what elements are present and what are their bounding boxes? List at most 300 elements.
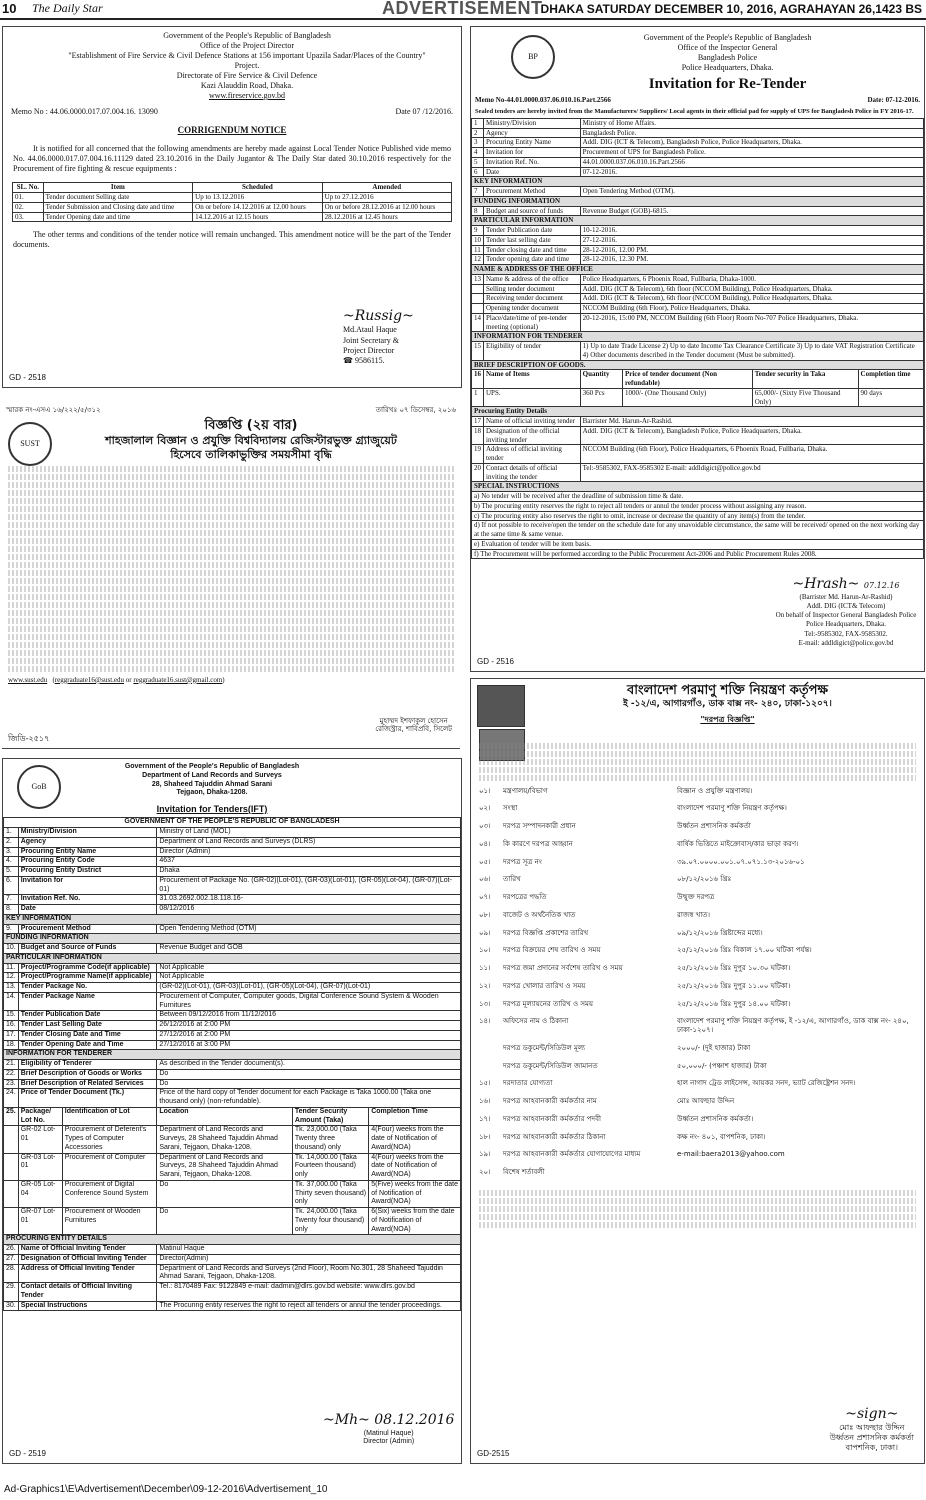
ad1-line4: Directorate of Fire Service & Civil Defence bbox=[176, 71, 318, 80]
table-row-num: 16. bbox=[4, 1021, 19, 1031]
table-row bbox=[472, 426, 924, 445]
table-row bbox=[472, 445, 924, 464]
table-row bbox=[4, 1264, 461, 1283]
table-row-num: 6 bbox=[472, 167, 484, 177]
table-row-label: Brief Description of Related Services bbox=[18, 1079, 157, 1089]
ad1-sign-title2: Project Director bbox=[343, 345, 395, 355]
table-row-num: 13 bbox=[472, 274, 484, 284]
lot-row-cell bbox=[4, 1153, 19, 1180]
ad1-col-header: Item bbox=[43, 183, 193, 193]
ad1-closing: The other terms and conditions of the tender notice will remain unchanged. This amendment notice will be the part of the Tender documents. bbox=[13, 230, 451, 250]
lot-row-cell: Procurement of Computer bbox=[62, 1153, 157, 1180]
section-tenderer bbox=[4, 1050, 461, 1060]
row-value: ৫০,০০০/- (পঞ্চাশ হাজার) টাকা bbox=[677, 1061, 767, 1070]
table-row-value: 26/12/2016 at 2:00 PM bbox=[157, 1021, 461, 1031]
row-num: ১৫। bbox=[479, 1079, 491, 1088]
table-row bbox=[472, 342, 924, 361]
table-row-num bbox=[472, 304, 484, 314]
row-value: ২৫/১২/২০১৬ খ্রিঃ দুপুর ১০.৩০ ঘটিকা। bbox=[677, 964, 791, 972]
table-row bbox=[13, 202, 452, 212]
table-row-value: 07-12-2016. bbox=[580, 167, 923, 177]
table-row-value: The Procuring entity reserves the right to reject all tenders or annul the tender proceedings. bbox=[157, 1301, 461, 1311]
table-row-cell: 14.12.2016 at 12.15 hours bbox=[193, 212, 322, 222]
table-row-num: 27. bbox=[4, 1254, 19, 1264]
table-row bbox=[477, 787, 917, 796]
section-office bbox=[472, 265, 924, 275]
lot-row-cell: Procurement of Digital Conference Sound System bbox=[62, 1180, 157, 1207]
table-row bbox=[472, 313, 924, 332]
table-row-value: Ministry of Land (MOL) bbox=[157, 828, 461, 838]
table-row bbox=[4, 944, 461, 954]
row-value bbox=[675, 1168, 917, 1177]
table-row-label: Procuring Entity Name bbox=[18, 847, 157, 857]
row-num: ২০। bbox=[479, 1168, 491, 1176]
goods-row-cell: 1 bbox=[472, 388, 484, 407]
ad4-title: বাংলাদেশ পরমাণু শক্তি নিয়ন্ত্রণ কর্তৃপক্ষ bbox=[627, 683, 828, 698]
table-row bbox=[472, 138, 924, 148]
table-row bbox=[477, 804, 917, 813]
lot-header-cell: Completion Time bbox=[369, 1107, 461, 1126]
table-row bbox=[472, 157, 924, 167]
goods-header-cell: Completion time bbox=[858, 370, 923, 389]
special-instruction-text: a) No tender will be received after the deadline of submission time & date. bbox=[472, 492, 924, 502]
row-num: ১০। bbox=[479, 946, 491, 955]
ad5-sign-name: (Matinul Haque) bbox=[363, 1429, 414, 1437]
table-row bbox=[477, 1062, 917, 1071]
table-row-num: 11. bbox=[4, 963, 19, 973]
table-row-cell: 02. bbox=[13, 202, 44, 212]
lot-row-cell bbox=[4, 1208, 19, 1235]
table-row-label: Address of official inviting tender bbox=[484, 445, 581, 464]
ad4-sign-name: মোঃ আফছার উদ্দিন bbox=[839, 1423, 905, 1432]
table-row-label: Tender closing date and time bbox=[484, 245, 581, 255]
table-row-label: Eligibility of Tenderer bbox=[18, 1060, 157, 1070]
table-row-value: Procurement of UPS for Bangladesh Police. bbox=[580, 148, 923, 158]
table-row-label: Place/date/time of pre-tender meeting (optional) bbox=[484, 313, 581, 332]
row-value: বাংলাদেশ পরমাণু শক্তি নিয়ন্ত্রণ কর্তৃপক্ষ, ই -১২/এ, আগারগাঁও, ডাক বাক্স নং- ২৪০, ঢাকা-১২০৭। bbox=[677, 1017, 909, 1034]
table-row-label: Procuring Entity Name bbox=[484, 138, 581, 148]
ad4-sign-title: উর্ধ্বতন প্রশাসনিক কর্মকর্তা bbox=[829, 1433, 914, 1442]
lot-row bbox=[4, 1126, 461, 1153]
row-label: দরপত্র আহবানকারী কর্মকর্তার পদবী bbox=[503, 1114, 601, 1123]
table-row-label: Selling tender document bbox=[484, 284, 581, 294]
table-row-label: Designation of the official inviting tender bbox=[484, 426, 581, 445]
row-label: দরপত্র ডকুমেন্ট/সিডিউল মূল্য bbox=[503, 1043, 586, 1052]
ad4-intro-text bbox=[479, 743, 916, 781]
row-num bbox=[477, 1044, 501, 1053]
table-row bbox=[477, 1168, 917, 1177]
table-row-num: 10. bbox=[4, 944, 19, 954]
lot-row-cell: 5(Five) weeks from the date of Notification of Award(NOA) bbox=[369, 1180, 461, 1207]
table-row-num bbox=[472, 284, 484, 294]
row-value: উর্ধ্বতন প্রশাসনিক কর্মকর্তা। bbox=[677, 1114, 754, 1123]
row-label: দরপত্র ডকুমেন্ট/সিডিউল জামানত bbox=[503, 1061, 598, 1070]
row-num: ১৪। bbox=[479, 1017, 491, 1026]
ad1-body: It is notified for all concerned that the following amendments are hereby made against Local Tender Notice Published vide memo No. 44.06.0000.017.07.004.16.11129 dated 23.10.2016 in the Daily Jugantor & The Daily Star dated 30.10.2016 respectively for the Procurement of fire fighting & rescue equipments : bbox=[13, 144, 451, 174]
table-row bbox=[4, 828, 461, 838]
table-row-label: Procuring Entity District bbox=[18, 867, 157, 877]
row-value: ২০০০/- (দুই হাজার) টাকা bbox=[677, 1043, 751, 1052]
table-row bbox=[472, 417, 924, 427]
goods-header-cell: Tender security in Taka bbox=[752, 370, 858, 389]
table-row-label: Procurement Method bbox=[18, 924, 157, 934]
goods-header-cell: Quantity bbox=[580, 370, 622, 389]
issue-date: DHAKA SATURDAY DECEMBER 10, 2016, AGRAHAYAN 26,1423 BS bbox=[540, 2, 922, 16]
lot-row-cell: Procurement of Wooden Furnitures bbox=[62, 1208, 157, 1235]
row-label: বিশেষ শর্তাবলী bbox=[503, 1168, 545, 1176]
table-row-value: 27/12/2016 at 2:00 PM bbox=[157, 1030, 461, 1040]
section-funding bbox=[472, 196, 924, 206]
table-row-num: 1. bbox=[4, 828, 19, 838]
ad5-signature-icon: ~Mh~ 08.12.2016 bbox=[323, 1412, 455, 1428]
row-num: ০২। bbox=[479, 804, 491, 813]
table-row-value: (GR-02)(Lot-01), (GR-03)(Lot-01), (GR-05)(Lot-04), (GR-07)(Lot-01) bbox=[157, 983, 461, 993]
table-row-value: NCCOM Building (6th Floor), Police Headquarters, 6 Phoenix Road, Fullbaria, Dhaka. bbox=[580, 445, 923, 464]
ad2-sign-email: E-mail: addldigict@police.gov.bd bbox=[798, 638, 894, 647]
table-row-value: Not Applicable bbox=[157, 963, 461, 973]
lot-row-cell bbox=[4, 1180, 19, 1207]
row-label: দরপত্র আহবানকারী কর্মকর্তার ঠিকানা bbox=[503, 1132, 606, 1141]
table-row-num: 28. bbox=[4, 1264, 19, 1283]
sust-logo-icon: SUST bbox=[8, 422, 52, 466]
ad4-heading: "দরপত্র বিজ্ঞপ্তি" bbox=[700, 714, 755, 724]
table-row-num: 30. bbox=[4, 1301, 19, 1311]
table-row-value: Matinul Haque bbox=[157, 1245, 461, 1255]
row-num: ০৭। bbox=[479, 893, 491, 901]
ad4-address: ই -১২/এ, আগারগাঁও, ডাক বাক্স নং- ২৪০, ঢাকা-১২০৭। bbox=[623, 699, 832, 710]
table-row-num: 29. bbox=[4, 1283, 19, 1302]
row-label: বাজেট ও অর্থনৈতিক খাত bbox=[503, 910, 576, 919]
row-value: হাল নাগাদ ট্রেড লাইসেন্স, আয়কর সনদ, ভ্যাট রেজিষ্ট্রেশন সনদ। bbox=[677, 1079, 856, 1088]
ad5-line1: Government of the People's Republic of Bangladesh bbox=[124, 763, 300, 770]
table-row-value: 28-12-2016, 12.00 PM. bbox=[580, 245, 923, 255]
row-label: দরদাতার যোগ্যতা bbox=[503, 1079, 553, 1088]
table-row-cell: 03. bbox=[13, 212, 44, 222]
table-row bbox=[4, 1283, 461, 1302]
page-header bbox=[0, 0, 926, 20]
table-row bbox=[4, 1254, 461, 1264]
ad1-title: CORRIGENDUM NOTICE bbox=[177, 125, 287, 135]
table-row-label: Procuring Entity Code bbox=[18, 857, 157, 867]
table-row-cell: 28.12.2016 at 12.45 hours bbox=[322, 212, 451, 222]
table-row bbox=[4, 963, 461, 973]
table-row bbox=[4, 876, 461, 895]
lot-row-cell: Tk. 37,000.00 (Taka Thirty seven thousand) only bbox=[292, 1180, 368, 1207]
table-row-value: Director (Admin) bbox=[157, 847, 461, 857]
ad1-col-header: SL. No. bbox=[13, 183, 44, 193]
section-title: ADVERTISEMENT bbox=[382, 0, 543, 18]
table-row-cell: Tender document Selling date bbox=[43, 193, 193, 203]
table-row-value: Addl. DIG (ICT & Telecom), Bangladesh Police, Police Headquarters, Dhaka. bbox=[580, 426, 923, 445]
row-value: রাজস্ব খাত। bbox=[677, 910, 711, 919]
row-label: অফিসের নাম ও ঠিকানা bbox=[503, 1017, 569, 1026]
lot-row-cell: Do bbox=[157, 1208, 293, 1235]
row-label: দরপত্র আহবানকারী কর্মকর্তার নাম bbox=[503, 1097, 597, 1105]
table-row bbox=[4, 847, 461, 857]
table-row bbox=[472, 187, 924, 197]
table-row bbox=[472, 274, 924, 284]
table-row bbox=[4, 992, 461, 1011]
row-num: ০৮। bbox=[479, 910, 491, 919]
row-value: বার্ষিক ভিত্তিতে মাইক্রোবাস/কার ভাড়া করণ। bbox=[677, 839, 799, 848]
table-row bbox=[472, 304, 924, 314]
table-row-label: Tender Publication date bbox=[484, 226, 581, 236]
table-row-num: 22. bbox=[4, 1069, 19, 1079]
table-row bbox=[477, 1133, 917, 1142]
lot-row-cell: Tk. 23,000.00 (Taka Twenty three thousand) only bbox=[292, 1126, 368, 1153]
ad2-title: Invitation for Re-Tender bbox=[648, 76, 807, 92]
ad2-sign-phone: Tel:-9585302, FAX-9585302. bbox=[804, 629, 888, 638]
table-row-value: Not Applicable bbox=[157, 973, 461, 983]
table-row-label: Invitation Ref. No. bbox=[484, 157, 581, 167]
ad2-sign-behalf: On behalf of Inspector General Bangladesh Police bbox=[775, 611, 917, 620]
table-row bbox=[477, 929, 917, 938]
table-row bbox=[472, 463, 924, 482]
ad2-sign-office: Police Headquarters, Dhaka. bbox=[805, 620, 887, 629]
ad3-subtitle1: শাহজালাল বিজ্ঞান ও প্রযুক্তি বিশ্ববিদ্যালয় রেজিস্টারভুক্ত গ্র্যাজুয়েট bbox=[105, 434, 397, 448]
table-row-cell: On or before 14.12.2016 at 12.00 hours bbox=[193, 202, 322, 212]
ad1-col-header: Scheduled bbox=[193, 183, 322, 193]
ad3-website[interactable]: www.sust.edu bbox=[8, 675, 48, 684]
table-row-value: 10-12-2016. bbox=[580, 226, 923, 236]
ad5-gd-number: GD - 2519 bbox=[9, 1449, 46, 1458]
section-goods bbox=[472, 360, 924, 370]
table-row-num: 23. bbox=[4, 1079, 19, 1089]
table-row-value: Bangladesh Police. bbox=[580, 128, 923, 138]
row-label: দরপত্র খোলার তারিখ ও সময় bbox=[503, 981, 586, 990]
row-label: দরপত্র বিক্রয়ের শেষ তারিখ ও সময় bbox=[503, 946, 601, 955]
section-tenderer-label: INFORMATION FOR TENDERER bbox=[472, 332, 924, 342]
ad1-memo: Memo No : 44.06.0000.017.07.004.16. 13090 bbox=[11, 107, 158, 116]
special-instruction-text: d) If not possible to receive/open the tender on the schedule date for any unavoidable circumstance, the same will be received/ opened on the next working day at the same time & same venue. bbox=[472, 521, 924, 540]
table-row bbox=[477, 946, 917, 955]
table-row-label: Tender Package Name bbox=[18, 992, 157, 1011]
table-row-label: Procurement Method bbox=[484, 187, 581, 197]
table-row-num: 14 bbox=[472, 313, 484, 332]
table-row-label: Contact details of official inviting the tender bbox=[484, 463, 581, 482]
goods-row-cell: 1000/- (One Thousand Only) bbox=[622, 388, 752, 407]
row-value: ৩৯.০৭.০০০০.০০১.০৭.০৭১.১৩-২০১৬-০১ bbox=[677, 857, 805, 866]
ad5-sign-title: Director (Admin) bbox=[363, 1438, 415, 1446]
table-row bbox=[477, 875, 917, 884]
section-tenderer-label: INFORMATION FOR TENDERER bbox=[4, 1050, 461, 1060]
table-row bbox=[477, 1079, 917, 1088]
table-row-num: 8. bbox=[4, 905, 19, 915]
table-row-num: 17 bbox=[472, 417, 484, 427]
table-row bbox=[472, 167, 924, 177]
corrigendum-ad bbox=[2, 26, 462, 388]
ad3-email1[interactable]: reggraduate16@sust.edu bbox=[54, 675, 125, 684]
table-row-value: 31.03.2692.002.18.118.16- bbox=[157, 895, 461, 905]
table-row-label: Tender last selling date bbox=[484, 235, 581, 245]
lot-header-cell: Location bbox=[157, 1107, 293, 1126]
lot-header bbox=[4, 1107, 461, 1126]
row-value: বাংলাদেশ পরমাণু শক্তি নিয়ন্ত্রণ কর্তৃপক্ষ। bbox=[677, 804, 787, 813]
sust-notice-ad: স্মারক নং-এসএ ১৬/২২২/৫/৩১২ তারিখঃ ০৭ ডিসেম্বর, ২০১৬ SUST বিজ্ঞপ্তি (২য় বার) শাহজালাল বিজ্ঞান ও প্রযুক্তি বিশ্ববিদ্যালয় রেজিস্টারভুক্ত গ্র্যাজুয়েট হিসেবে তালিকাভুক্তির সময়সীমা বৃদ্ধি www.sust.edu (reggraduate16@sust.edu or reggraduate16.sust@gmail.com) মুহাম্মদ ইশফাকুল হোসেন রেজিস্ট্রার, শাবিপ্রবি, সিলেট জিডি-২৫১৭ bbox=[2, 402, 460, 749]
row-label: দরপত্র বিজ্ঞপ্তি প্রকাশের তারিখ bbox=[503, 928, 589, 937]
ad4-signature-icon: ~sign~ bbox=[845, 1405, 899, 1422]
special-instruction-text: e) Evaluation of tender will be item basis. bbox=[472, 539, 924, 549]
table-row-num: 7. bbox=[4, 895, 19, 905]
table-row-label: Budget and source of funds bbox=[484, 206, 581, 216]
row-value: ০৯/১২/২০১৬ খ্রিষ্টাব্দের মধ্যে। bbox=[677, 928, 763, 937]
table-row-value: Do bbox=[157, 1069, 461, 1079]
table-row-label: Contact details of Official Inviting Tender bbox=[18, 1283, 157, 1302]
row-value: মোঃ আফছার উদ্দিন bbox=[677, 1097, 735, 1105]
table-row-num: 13. bbox=[4, 983, 19, 993]
ad2-sign-name: (Barrister Md. Harun-Ar-Rashid) bbox=[799, 593, 893, 602]
table-row-num: 19 bbox=[472, 445, 484, 464]
table-row-label: Price of Tender Document (Tk.) bbox=[18, 1089, 157, 1108]
table-row bbox=[477, 1097, 917, 1106]
table-row-num: 20 bbox=[472, 463, 484, 482]
ad3-gd-number: জিডি-২৫১৭ bbox=[8, 734, 50, 743]
row-value: কক্ষ নং- ৪০১, বাপশনিক, ঢাকা। bbox=[677, 1132, 766, 1141]
table-row bbox=[4, 837, 461, 847]
table-row bbox=[477, 1017, 917, 1035]
table-row bbox=[477, 964, 917, 973]
table-row bbox=[4, 857, 461, 867]
ad3-email2[interactable]: reggraduate16.sust@gmail.com bbox=[133, 675, 223, 684]
table-row-cell: On or before 28.12.2016 at 12.00 hours bbox=[322, 202, 451, 212]
section-funding bbox=[4, 934, 461, 944]
table-row-value: Dhaka bbox=[157, 867, 461, 877]
row-num: ১১। bbox=[479, 964, 491, 972]
lot-header-cell: 25. bbox=[4, 1107, 19, 1126]
table-row-label: Invitation Ref. No. bbox=[18, 895, 157, 905]
table-row-label: Tender Publication Date bbox=[18, 1011, 157, 1021]
table-row bbox=[472, 206, 924, 216]
table-row-num: 15 bbox=[472, 342, 484, 361]
table-row-num: 6. bbox=[4, 876, 19, 895]
row-label: দরপত্রের পদ্ধতি bbox=[503, 893, 547, 901]
row-num bbox=[477, 1062, 501, 1071]
goods-header-cell: Price of tender document (Non refundable) bbox=[622, 370, 752, 389]
section-particular-label: PARTICULAR INFORMATION bbox=[4, 953, 461, 963]
table-row-value: Department of Land Records and Surveys (2nd Floor), Room No.301, 28 Shaheed Tajuddin Ahmad Sarani, Tejgaon, Dhaka-1208. bbox=[157, 1264, 461, 1283]
table-row-value: Procurement of Package No. (GR-02)(Lot-01), (GR-03)(Lot-01), (GR-05)(Lot-04), (GR-07)(Lot-01) bbox=[157, 876, 461, 895]
goods-row-cell: 90 days bbox=[858, 388, 923, 407]
table-row bbox=[477, 1000, 917, 1009]
section-key-label: KEY INFORMATION bbox=[472, 177, 924, 187]
table-row-label: Tender Closing Date and Time bbox=[18, 1030, 157, 1040]
table-row bbox=[4, 905, 461, 915]
table-row-num: 7 bbox=[472, 187, 484, 197]
table-row-label: Invitation for bbox=[484, 148, 581, 158]
table-row-value: Tel.: 8170489 Fax: 9122849 e-mail: dadmin@dlrs.gov.bd website: www.dlrs.gov.bd bbox=[157, 1283, 461, 1302]
gov-heading: GOVERNMENT OF THE PEOPLE'S REPUBLIC OF BANGLADESH bbox=[4, 818, 461, 828]
section-goods-label: BRIEF DESCRIPTION OF GOODS. bbox=[472, 360, 924, 370]
table-row-label: Agency bbox=[18, 837, 157, 847]
table-row-num bbox=[472, 294, 484, 304]
table-row bbox=[472, 235, 924, 245]
table-row-value: 27/12/2016 at 3:00 PM bbox=[157, 1040, 461, 1050]
table-row bbox=[477, 893, 917, 902]
ad2-line2: Office of the Inspector General bbox=[677, 43, 778, 52]
table-row-cell: Up to 13.12.2016 bbox=[193, 193, 322, 203]
table-row-num: 9 bbox=[472, 226, 484, 236]
section-particular bbox=[4, 953, 461, 963]
table-row-num: 12 bbox=[472, 255, 484, 265]
lot-row-cell: GR-07 Lot-01 bbox=[18, 1208, 62, 1235]
police-retender-ad bbox=[470, 26, 925, 672]
row-label: দরপত্র জমা প্রদানের সর্বশেষ তারিখ ও সময় bbox=[503, 964, 623, 972]
section-entity bbox=[4, 1235, 461, 1245]
special-instruction bbox=[472, 539, 924, 549]
lot-row-cell: 6(Six) weeks from the date of Notification of Award(NOA) bbox=[369, 1208, 461, 1235]
table-row-num: 11 bbox=[472, 245, 484, 255]
ad2-gd-number: GD - 2516 bbox=[477, 657, 514, 666]
table-row bbox=[472, 245, 924, 255]
ad3-body-text bbox=[8, 466, 454, 672]
table-row-num: 18 bbox=[472, 426, 484, 445]
table-row bbox=[477, 1115, 917, 1124]
lot-row-cell: Tk. 24,000.00 (Taka Twenty four thousand) only bbox=[292, 1208, 368, 1235]
ad3-title: বিজ্ঞপ্তি (২য় বার) bbox=[204, 418, 298, 433]
table-row-value: 1) Up to date Trade License 2) Up to date Income Tax Clearance Certificate 3) Up to date VAT Registration Certificate 4) Other documents described in the Tender document (Must be submitted). bbox=[580, 342, 923, 361]
table-row-value: Procurement of Computer, Computer goods, Digital Conference Sound System & Wooden Furnitures bbox=[157, 992, 461, 1011]
row-num: ০৯। bbox=[479, 928, 491, 937]
table-row-value: 27-12-2016. bbox=[580, 235, 923, 245]
row-label: মন্ত্রণালয়/বিভাগ bbox=[503, 786, 548, 795]
ad3-subtitle2: হিসেবে তালিকাভুক্তির সময়সীমা বৃদ্ধি bbox=[170, 448, 332, 461]
table-row-num: 3. bbox=[4, 847, 19, 857]
table-row-num: 14. bbox=[4, 992, 19, 1011]
baera-logo-icon bbox=[477, 685, 525, 727]
table-row-num: 26. bbox=[4, 1245, 19, 1255]
table-row bbox=[472, 294, 924, 304]
lot-row-cell: GR-05 Lot-04 bbox=[18, 1180, 62, 1207]
ad2-signature-icon: ~Hrash~ 07.12.16 bbox=[792, 576, 900, 592]
table-row bbox=[472, 255, 924, 265]
ad1-sign-name: Md.Ataul Haque bbox=[343, 325, 397, 335]
table-row-value: Director(Admin) bbox=[157, 1254, 461, 1264]
row-label: দরপত্র মূল্যায়নের তারিখ ও সময় bbox=[503, 999, 593, 1008]
section-entity bbox=[472, 407, 924, 417]
ad5-line3: 28, Shaheed Tajuddin Ahmad Sarani bbox=[151, 780, 273, 788]
table-row-value: Revenue Budget (GOB)-6815. bbox=[580, 206, 923, 216]
section-particular-label: PARTICULAR INFORMATION bbox=[472, 216, 924, 226]
table-row-num: 8 bbox=[472, 206, 484, 216]
dlrs-ift-ad bbox=[2, 758, 462, 1464]
table-row bbox=[472, 128, 924, 138]
table-row-label: Tender Opening Date and Time bbox=[18, 1040, 157, 1050]
lot-row bbox=[4, 1208, 461, 1235]
table-row-cell: Tender Opening date and time bbox=[43, 212, 193, 222]
table-row bbox=[4, 973, 461, 983]
lot-row-cell: Department of Land Records and Surveys, 28 Shaheed Tajuddin Ahmad Sarani, Tejgaon, Dhaka-1208. bbox=[157, 1126, 293, 1153]
table-row bbox=[4, 1089, 461, 1108]
table-row-value: Addl. DIG (ICT & Telecom), 6th floor (NCCOM Building), Police Headquarters, Dhaka. bbox=[580, 294, 923, 304]
special-instruction-text: b) The procuring entity reserves the right to reject all tenders or annul the tender process without assigning any reason. bbox=[472, 501, 924, 511]
row-num: ১৮। bbox=[479, 1132, 491, 1141]
table-row bbox=[4, 1021, 461, 1031]
ad3-memo: স্মারক নং-এসএ ১৬/২২২/৫/৩১২ bbox=[6, 406, 101, 414]
table-row-value: NCCOM Building (6th Floor), Police Headquarters, Dhaka. bbox=[580, 304, 923, 314]
table-row-value: 20-12-2016, 15:00 PM, NCCOM Building (6th Floor) Room No-707 Police Headquarters, Dhaka. bbox=[580, 313, 923, 332]
ad1-gd-number: GD - 2518 bbox=[9, 373, 46, 382]
ad1-line2: Office of the Project Director bbox=[199, 41, 295, 50]
section-office-label: NAME & ADDRESS OF THE OFFICE bbox=[472, 265, 924, 275]
table-row-label: Date bbox=[18, 905, 157, 915]
ad1-website[interactable]: www.fireservice.gov.bd bbox=[208, 91, 286, 100]
row-label: সংস্থা bbox=[503, 804, 518, 813]
table-row bbox=[4, 1079, 461, 1089]
table-row-num: 17. bbox=[4, 1030, 19, 1040]
table-row bbox=[13, 212, 452, 222]
ad2-intro: Sealed tenders are hereby invited from the Manufacturers/ Suppliers/ Local agents in their official pad for supply of UPS for Bangladesh Police in FY 2016-17. bbox=[475, 107, 914, 115]
ad3-sign-title: রেজিস্ট্রার, শাবিপ্রবি, সিলেট bbox=[375, 725, 452, 734]
